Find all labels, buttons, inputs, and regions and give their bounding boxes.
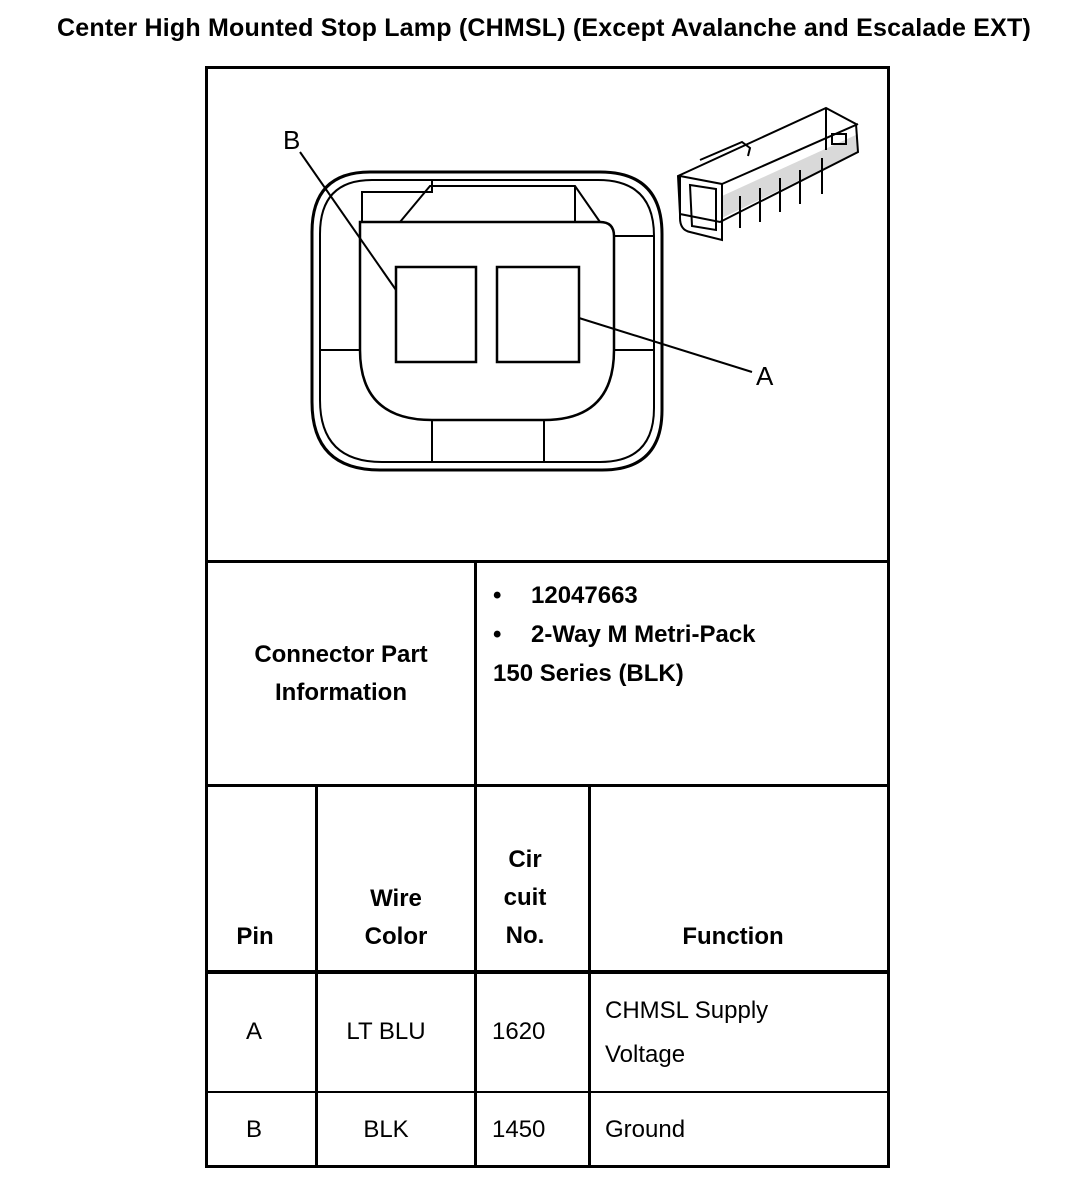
- row-a-function-line1: CHMSL Supply: [605, 997, 769, 1024]
- row-a-circuit: 1620: [492, 1018, 546, 1045]
- connector-type-bullet: [493, 616, 756, 654]
- row-a-function-line2: Voltage: [605, 1041, 686, 1068]
- bullet-icon: •: [493, 582, 502, 609]
- row-b-pin: B: [245, 1116, 262, 1143]
- header-circuit-line1: Cir: [508, 846, 542, 873]
- row-b-circuit: 1450: [492, 1116, 546, 1143]
- label-a: A: [756, 361, 774, 391]
- header-pin: [208, 918, 302, 956]
- header-circuit-line3: No.: [505, 922, 545, 949]
- header-wire-color-line2: Color: [364, 923, 428, 950]
- row-b-wire-color: BLK: [363, 1116, 409, 1143]
- col-divider-info: [474, 560, 477, 787]
- row-b-function: Ground: [605, 1116, 686, 1143]
- connector-face-diagram: [205, 66, 890, 563]
- header-function: [591, 918, 875, 956]
- divider-header: [205, 970, 890, 974]
- col-divider-3: [588, 784, 591, 1168]
- label-b: B: [283, 125, 301, 155]
- page-title: Center High Mounted Stop Lamp (CHMSL) (Except Avalanche and Escalade EXT): [57, 14, 1031, 42]
- part-number: 12047663: [531, 582, 638, 609]
- row-a-wire-color: LT BLU: [346, 1018, 426, 1045]
- header-wire-color: [318, 880, 474, 956]
- header-function-text: Function: [682, 923, 784, 950]
- part-number-bullet: [493, 577, 638, 615]
- connector-face-icon: [312, 172, 662, 470]
- connector-series: 150 Series (BLK): [493, 660, 684, 687]
- header-wire-color-line1: Wire: [370, 885, 422, 912]
- connector-info-label-line2: Information: [275, 679, 407, 706]
- divider-diagram: [205, 560, 890, 563]
- leader-line-a: [579, 318, 752, 372]
- row-a-pin: A: [245, 1018, 262, 1045]
- connector-type: 2-Way M Metri-Pack: [531, 621, 756, 648]
- connector-info-label: [208, 636, 474, 712]
- divider-row-a: [205, 1091, 890, 1093]
- divider-connector-info: [205, 784, 890, 787]
- bullet-icon: •: [493, 621, 502, 648]
- header-pin-text: Pin: [236, 923, 274, 950]
- connector-info-label-line1: Connector Part: [254, 641, 428, 668]
- connector-3d-icon: [678, 108, 858, 240]
- header-circuit: [477, 841, 573, 955]
- header-circuit-line2: cuit: [503, 884, 547, 911]
- row-a-function: [605, 989, 768, 1077]
